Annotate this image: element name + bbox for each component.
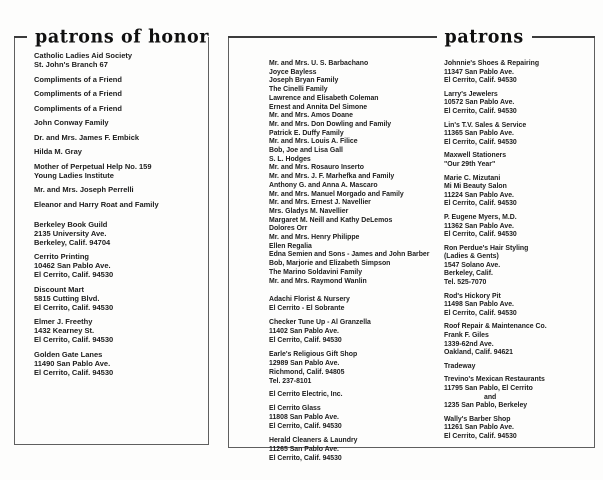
text-line: Tel. 237-8101 [269,377,312,385]
text-line: Mr. and Mrs. Don Dowling and Family [269,120,392,128]
text-line: El Cerrito Electric, Inc. [269,391,343,399]
text-line: Ron Perdue's Hair Styling [444,244,529,252]
text-line: Mother of Perpetual Help No. 159 [34,161,152,171]
text-line: El Cerrito, Calif. 94530 [269,423,342,431]
patron-name [269,60,449,69]
patron-name [269,251,449,260]
text-line: Mr. and Mrs. Louis A. Filice [269,138,358,146]
text-line: El Cerrito, Calif. 94530 [269,336,342,344]
business-entry [444,175,592,209]
business-entry [444,91,592,117]
text-line: Johnnie's Shoes & Repairing [444,60,540,67]
text-line: Adachi Florist & Nursery [269,296,350,304]
honor-business-entry [34,350,204,377]
text-line: Rod's Hickory Pit [444,292,501,300]
patrons-column-1 [269,60,449,469]
text-line: 11365 San Pablo Ave. [444,130,514,138]
business-entry [444,376,592,410]
text-line: Lin's T.V. Sales & Service [444,121,527,129]
text-line: El Cerrito, Calif. 94530 [444,77,517,85]
text-line: El Cerrito, Calif. 94530 [444,107,517,115]
text-line: Mrs. Gladys M. Navellier [269,207,349,215]
business-entry [444,363,592,372]
text-line: Oakland, Calif. 94621 [444,349,513,357]
honor-entry-list [34,51,204,209]
patron-name [269,217,449,226]
text-line: 1339-62nd Ave. [444,340,494,348]
text-line: Dolores Orr [269,225,308,233]
text-line: (Ladies & Gents) [444,253,499,261]
patrons-of-honor-panel [14,26,210,445]
patron-name [269,260,449,269]
text-line: Mr. and Mrs. Raymond Wanlin [269,277,367,285]
header-rule-right [532,36,595,38]
patrons-column-2 [444,60,592,447]
text-line: 11490 San Pablo Ave. [34,358,111,368]
honor-business-entry [34,220,204,247]
honor-business-entry [34,317,204,344]
text-line: 11795 San Pablo, El Cerrito [444,385,533,392]
text-line: Larry's Jewelers [444,90,498,98]
text-line: El Cerrito Glass [269,405,321,413]
header-rule-left [14,36,27,38]
patron-name [269,225,449,234]
text-line: Tel. 525-7070 [444,279,487,287]
text-line: Berkeley Book Guild [34,219,108,229]
text-line: El Cerrito, Calif. 94530 [444,138,517,146]
text-line: Bob, Marjorie and Elizabeth Simpson [269,260,391,268]
text-line: Golden Gate Lanes [34,349,103,359]
patron-name [269,156,449,165]
text-line: Mr. and Mrs. Henry Philippe [269,234,360,242]
text-line: Mr. and Mrs. J. F. Marhefka and Family [269,173,395,181]
patron-business-list-col1 [269,296,449,464]
honor-entry [34,162,204,180]
patrons-of-honor-header [14,25,209,49]
text-line: Mr. and Mrs. Rosauro Inserto [269,164,364,172]
text-line: Hilda M. Gray [34,147,82,156]
text-line: El Cerrito, Calif. 94530 [444,309,517,317]
honor-business-entry [34,285,204,312]
text-line: 11402 San Pablo Ave. [269,328,339,335]
text-line: Mr. and Mrs. Amos Doane [269,112,353,120]
text-line: Compliments of a Friend [34,89,122,98]
text-line: Mr. and Mrs. Manuel Morgado and Family [269,190,404,198]
business-entry [444,245,592,288]
patron-name [269,208,449,217]
text-line: S. L. Hodges [269,155,311,163]
business-entry [444,152,592,169]
text-line: 12989 San Pablo Ave. [269,359,340,367]
text-line: Trevino's Mexican Restaurants [444,376,545,384]
patrons-panel [228,26,595,462]
business-entry [269,391,449,400]
honor-entry [34,89,204,98]
text-line: Compliments of a Friend [34,103,122,113]
text-line: Margaret M. Neill and Kathy DeLemos [269,216,393,224]
text-line: Joseph Bryan Family [269,77,339,85]
business-entry [269,296,449,314]
text-line: 11224 San Pablo Ave. [444,191,514,199]
honor-business-list [34,220,204,377]
text-line: 11498 San Pablo Ave. [444,301,514,309]
patron-name [269,234,449,243]
text-line: Herald Cleaners & Laundry [269,437,358,445]
text-line: 11261 San Pablo Ave. [444,424,514,432]
business-entry [269,437,449,464]
text-line: El Cerrito, Calif. 94530 [444,432,517,440]
text-line: Lawrence and Elisabeth Coleman [269,94,379,102]
business-entry [444,323,592,357]
text-line: 1547 Solano Ave. [444,261,501,269]
text-line: The Cinelli Family [269,86,328,94]
text-line: Patrick E. Duffy Family [269,129,344,137]
patron-name [269,77,449,86]
text-line: Dr. and Mrs. James F. Embick [34,132,140,142]
text-line: Joyce Bayless [269,68,317,76]
patron-name [269,173,449,182]
patron-name-list [269,60,449,286]
text-line: St. John's Branch 67 [34,60,108,69]
text-line: El Cerrito, Calif. 94530 [444,231,517,239]
business-entry [444,60,592,86]
text-line: 10572 San Pablo Ave. [444,99,515,107]
text-line: Young Ladies Institute [34,170,114,180]
text-line: 2135 University Ave. [34,228,107,238]
text-line: Discount Mart [34,284,85,294]
honor-entry [34,185,204,194]
honor-entry [34,104,204,113]
text-line: Roof Repair & Maintenance Co. [444,323,547,331]
text-line: Mr. and Mrs. Joseph Perrelli [34,185,134,194]
text-line: Tradeway [444,362,476,370]
patron-name [269,130,449,139]
text-line: Maxwell Stationers [444,152,507,160]
text-line: El Cerrito, Calif. 94530 [34,335,114,344]
patron-name [269,269,449,278]
patrons-title: patrons [444,26,524,48]
text-line: Bob, Joe and Lisa Gall [269,147,343,155]
text-line: Richmond, Calif. 94805 [269,368,345,376]
honor-entry [34,147,204,156]
text-line: 11808 San Pablo Ave. [269,414,339,422]
patron-name [269,278,449,287]
text-line: Compliments of a Friend [34,74,122,84]
honor-entry [34,118,204,127]
patron-name [269,199,449,208]
honor-entry [34,200,204,209]
text-line: El Cerrito, Calif. 94530 [444,200,517,208]
text-line: Berkeley, Calif. [444,270,493,278]
header-rule-left [228,36,437,38]
patron-name [269,182,449,191]
text-line: "Our 29th Year" [444,160,496,168]
text-line: Mr. and Mrs. U. S. Barbachano [269,60,369,67]
business-entry [269,405,449,432]
text-line: Ernest and Annita Del Simone [269,103,368,111]
text-line: Mr. and Mrs. Ernest J. Navellier [269,199,371,207]
patron-name [269,243,449,252]
text-line: 11265 San Pablo Ave. [269,445,339,453]
patron-name [269,191,449,200]
patron-name [269,69,449,78]
business-entry [444,416,592,442]
text-line: 1235 San Pablo, Berkeley [444,402,528,410]
patron-name [269,121,449,130]
text-line: Catholic Ladies Aid Society [34,51,133,60]
patron-name [269,164,449,173]
business-entry [444,293,592,319]
honor-entry [34,51,204,69]
patron-name [269,147,449,156]
text-line: The Marino Soldavini Family [269,268,363,276]
text-line: and [484,393,497,401]
text-line: Edna Semien and Sons - James and John Barber [269,251,430,259]
text-line: Berkeley, Calif. 94704 [34,237,111,247]
business-entry [269,351,449,387]
text-line: El Cerrito, Calif. 94530 [34,367,114,377]
honor-entry [34,75,204,84]
text-line: Anthony G. and Anna A. Mascaro [269,181,378,189]
text-line: El Cerrito, Calif. 94530 [269,454,342,462]
patron-name [269,86,449,95]
text-line: Earle's Religious Gift Shop [269,350,358,358]
text-line: Wally's Barber Shop [444,415,511,423]
text-line: Mi Mi Beauty Salon [444,183,507,191]
business-entry [444,122,592,148]
patron-name [269,95,449,104]
business-entry [269,319,449,346]
text-line: El Cerrito - El Sobrante [269,305,345,313]
honor-business-entry [34,252,204,279]
text-line: 11362 San Pablo Ave. [444,222,514,230]
patron-business-list-col2 [444,60,592,442]
text-line: 11347 San Pablo Ave. [444,68,514,76]
text-line: John Conway Family [34,118,109,127]
text-line: El Cerrito, Calif. 94530 [34,270,114,279]
text-line: Elmer J. Freethy [34,317,93,326]
text-line: Eleanor and Harry Roat and Family [34,199,159,209]
patron-name [269,138,449,147]
patrons-header [228,25,595,49]
patron-name [269,104,449,113]
text-line: Checker Tune Up - Al Granzella [269,319,371,327]
text-line: El Cerrito, Calif. 94530 [34,302,114,312]
patrons-of-honor-title: patrons of honor [35,26,210,48]
text-line: 5815 Cutting Blvd. [34,293,100,303]
text-line: 1432 Kearney St. [34,326,95,335]
text-line: Frank F. Giles [444,332,489,340]
text-line: 10462 San Pablo Ave. [34,261,111,270]
text-line: Cerrito Printing [34,252,90,261]
patron-name [269,112,449,121]
text-line: Marie C. Mizutani [444,174,501,182]
patrons-of-honor-body [34,51,204,382]
honor-entry [34,133,204,142]
business-entry [444,214,592,240]
text-line: P. Eugene Myers, M.D. [444,213,517,221]
text-line: Ellen Regalia [269,242,312,250]
